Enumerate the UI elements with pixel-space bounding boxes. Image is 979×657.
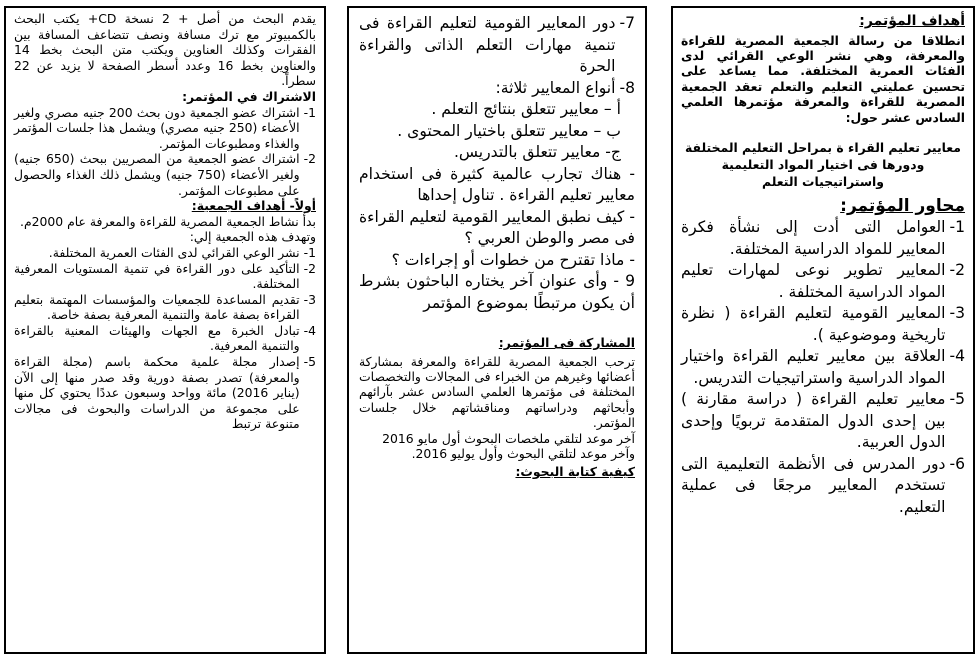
association-aims-intro: وتهدف هذه الجمعية إلي: xyxy=(189,229,316,245)
conference-axes-title: محاور المؤتمر: xyxy=(840,195,965,216)
paper-writing-title: كيفية كتابة البحوث: xyxy=(515,464,635,480)
submission-instructions: يقدم البحث من أصل + 2 نسخة CD+ يكتب البحث بالكمبيوتر مع ترك مسافة ونصف تتضاعف المسافة بين الفقرات وكذلك العناوين ويكتب متن البحث بخط 14 والعناوين بخط 16 وعدد أسطر الصفحة لا يزيد عن 22 سطراً. xyxy=(14,11,316,89)
association-intro: بدأ نشاط الجمعية المصرية للقراءة والمعرفة عام 2000م. xyxy=(20,213,316,229)
axis-item-8: 8- أنواع المعايير ثلاثة: xyxy=(495,78,635,97)
subscription-item: 2- اشتراك عضو الجمعية من المصريين ببحث (650 جنيه) ولغير الأعضاء (750 جنيه) ويشمل ذلك الغذاء والحصول على مطبوعات المؤتمر. xyxy=(14,151,316,198)
bullet-item: - هناك تجارب عالمية كثيرة فى استخدام معايير تعليم القراءة . تناول إحداها xyxy=(359,164,635,204)
association-aim-item: 3- تقديم المساعدة للجمعيات والمؤسسات المهتمة بتعليم القراءة بصفة عامة والتنمية المعرفية بصفة خاصة. xyxy=(14,291,316,323)
axis-item-9: 9 - وأى عنوان آخر يختاره الباحثون بشرط أن يكون مرتبطًا بموضوع المؤتمر xyxy=(359,272,635,312)
conference-topic xyxy=(681,139,965,190)
participation-title: المشاركة فى المؤتمر: xyxy=(498,335,635,350)
standard-type-b: ب – معايير تتعلق باختيار المحتوى . xyxy=(397,121,621,140)
axis-item: 1- العوامل التى أدت إلى نشأة فكرة المعايير للمواد الدراسية المختلفة. xyxy=(681,218,965,258)
deadline-abstracts: آخر موعد لتلقي ملخصات البحوث أول مايو 2016 xyxy=(382,430,635,446)
axis-item: 6- دور المدرس فى الأنظمة التعليمية التى تستخدم المعايير مرجعًا فى عملية التعليم. xyxy=(681,454,965,516)
axis-item: 3- المعايير القومية لتعليم القراءة ( نظرة تاريخية وموضوعية ). xyxy=(681,304,965,344)
standard-type-c: ج- معايير تتعلق بالتدريس. xyxy=(453,143,621,161)
association-goals-title: أولاً- أهداف الجمعية: xyxy=(191,198,316,214)
association-aim-item: 5- إصدار مجلة علمية محكمة باسم (مجلة القراءة والمعرفة) تصدر بصفة دورية وقد صدر منها إلى الآن (يناير 2016) مائة وواحد وسبعون عددًا يحتوي كل منها على مجموعة من الدراسات والبحوث فى مجالات متنوعة ترتبط xyxy=(14,354,316,432)
conference-goals-body: انطلاقا من رسالة الجمعية المصرية للقراءة والمعرفة، وهي نشر الوعي القرائي لدى الفئات العمرية المختلفة. مما يساعد على تحسين عمليتي التعليم والتعلم تعقد الجمعية المصرية للقراءة والمعرفة مؤتمرها العلمي السادس عشر حول: xyxy=(681,32,965,125)
axis-item-7: 7- دور المعايير القومية لتعليم القراءة فى تنمية مهارات التعلم الذاتى والقراءة الحرة xyxy=(359,14,635,75)
bullet-item: - ماذا تقترح من خطوات أو إجراءات ؟ xyxy=(391,250,635,269)
axis-item: 5- معايير تعليم القراءة ( دراسة مقارنة ) بين إحدى الدول المتقدمة تربويًا وإحدى الدول العربية. xyxy=(681,390,965,452)
deadline-papers: وآخر موعد لتلقي البحوث وأول يوليو 2016. xyxy=(411,445,635,461)
middle-panel xyxy=(347,6,647,654)
right-panel xyxy=(671,6,975,654)
association-aim-item: 4- تبادل الخبرة مع الجهات والهيئات المعنية بالقراءة والتنمية المعرفية. xyxy=(14,322,316,354)
subscription-item: 1- اشتراك عضو الجمعية دون بحث 200 جنيه مصري ولغير الأعضاء (250 جنيه مصري) ويشمل هذا جلسات المؤتمر والغذاء ومطبوعات المؤتمر. xyxy=(14,104,316,151)
axis-item: 4- العلاقة بين معايير تعليم القراءة واختيار المواد الدراسية واستراتيجيات التدريس. xyxy=(681,347,965,387)
standard-type-a: أ – معايير تتعلق بنتائج التعلم . xyxy=(431,100,621,118)
left-panel xyxy=(4,6,326,654)
association-aim-item: 1- نشر الوعي القرائي لدى الفئات العمرية المختلفة. xyxy=(48,244,316,260)
axis-item: 2- المعايير تطوير نوعى لمهارات تعليم المواد الدراسية المختلفة . xyxy=(681,261,965,301)
conference-topic-line2: ودورها فى اختيار المواد التعليمية واستراتيجيات التعلم xyxy=(721,156,925,189)
participation-body: ترحب الجمعية المصرية للقراءة والمعرفة بمشاركة أعضائها وغيرهم من الخبراء فى المجالات والتخصصات المختلفة فى مؤتمرها العلمي السادس عشر بآرائهم وأبحاثهم ودراساتهم ومناقشاتهم خلال جلسات المؤتمر. xyxy=(359,353,635,431)
association-aim-item: 2- التأكيد على دور القراءة في تنمية المستويات المعرفية المختلفة. xyxy=(14,260,316,292)
conference-topic-line1: معايير تعليم القراء ة بمراحل التعليم المختلفة xyxy=(685,139,961,155)
bullet-item: - كيف نطبق المعايير القومية لتعليم القراءة فى مصر والوطن العربي ؟ xyxy=(359,207,635,247)
subscription-title: الاشتراك في المؤتمر: xyxy=(182,88,316,104)
conference-goals-title: أهداف المؤتمر: xyxy=(859,13,965,29)
